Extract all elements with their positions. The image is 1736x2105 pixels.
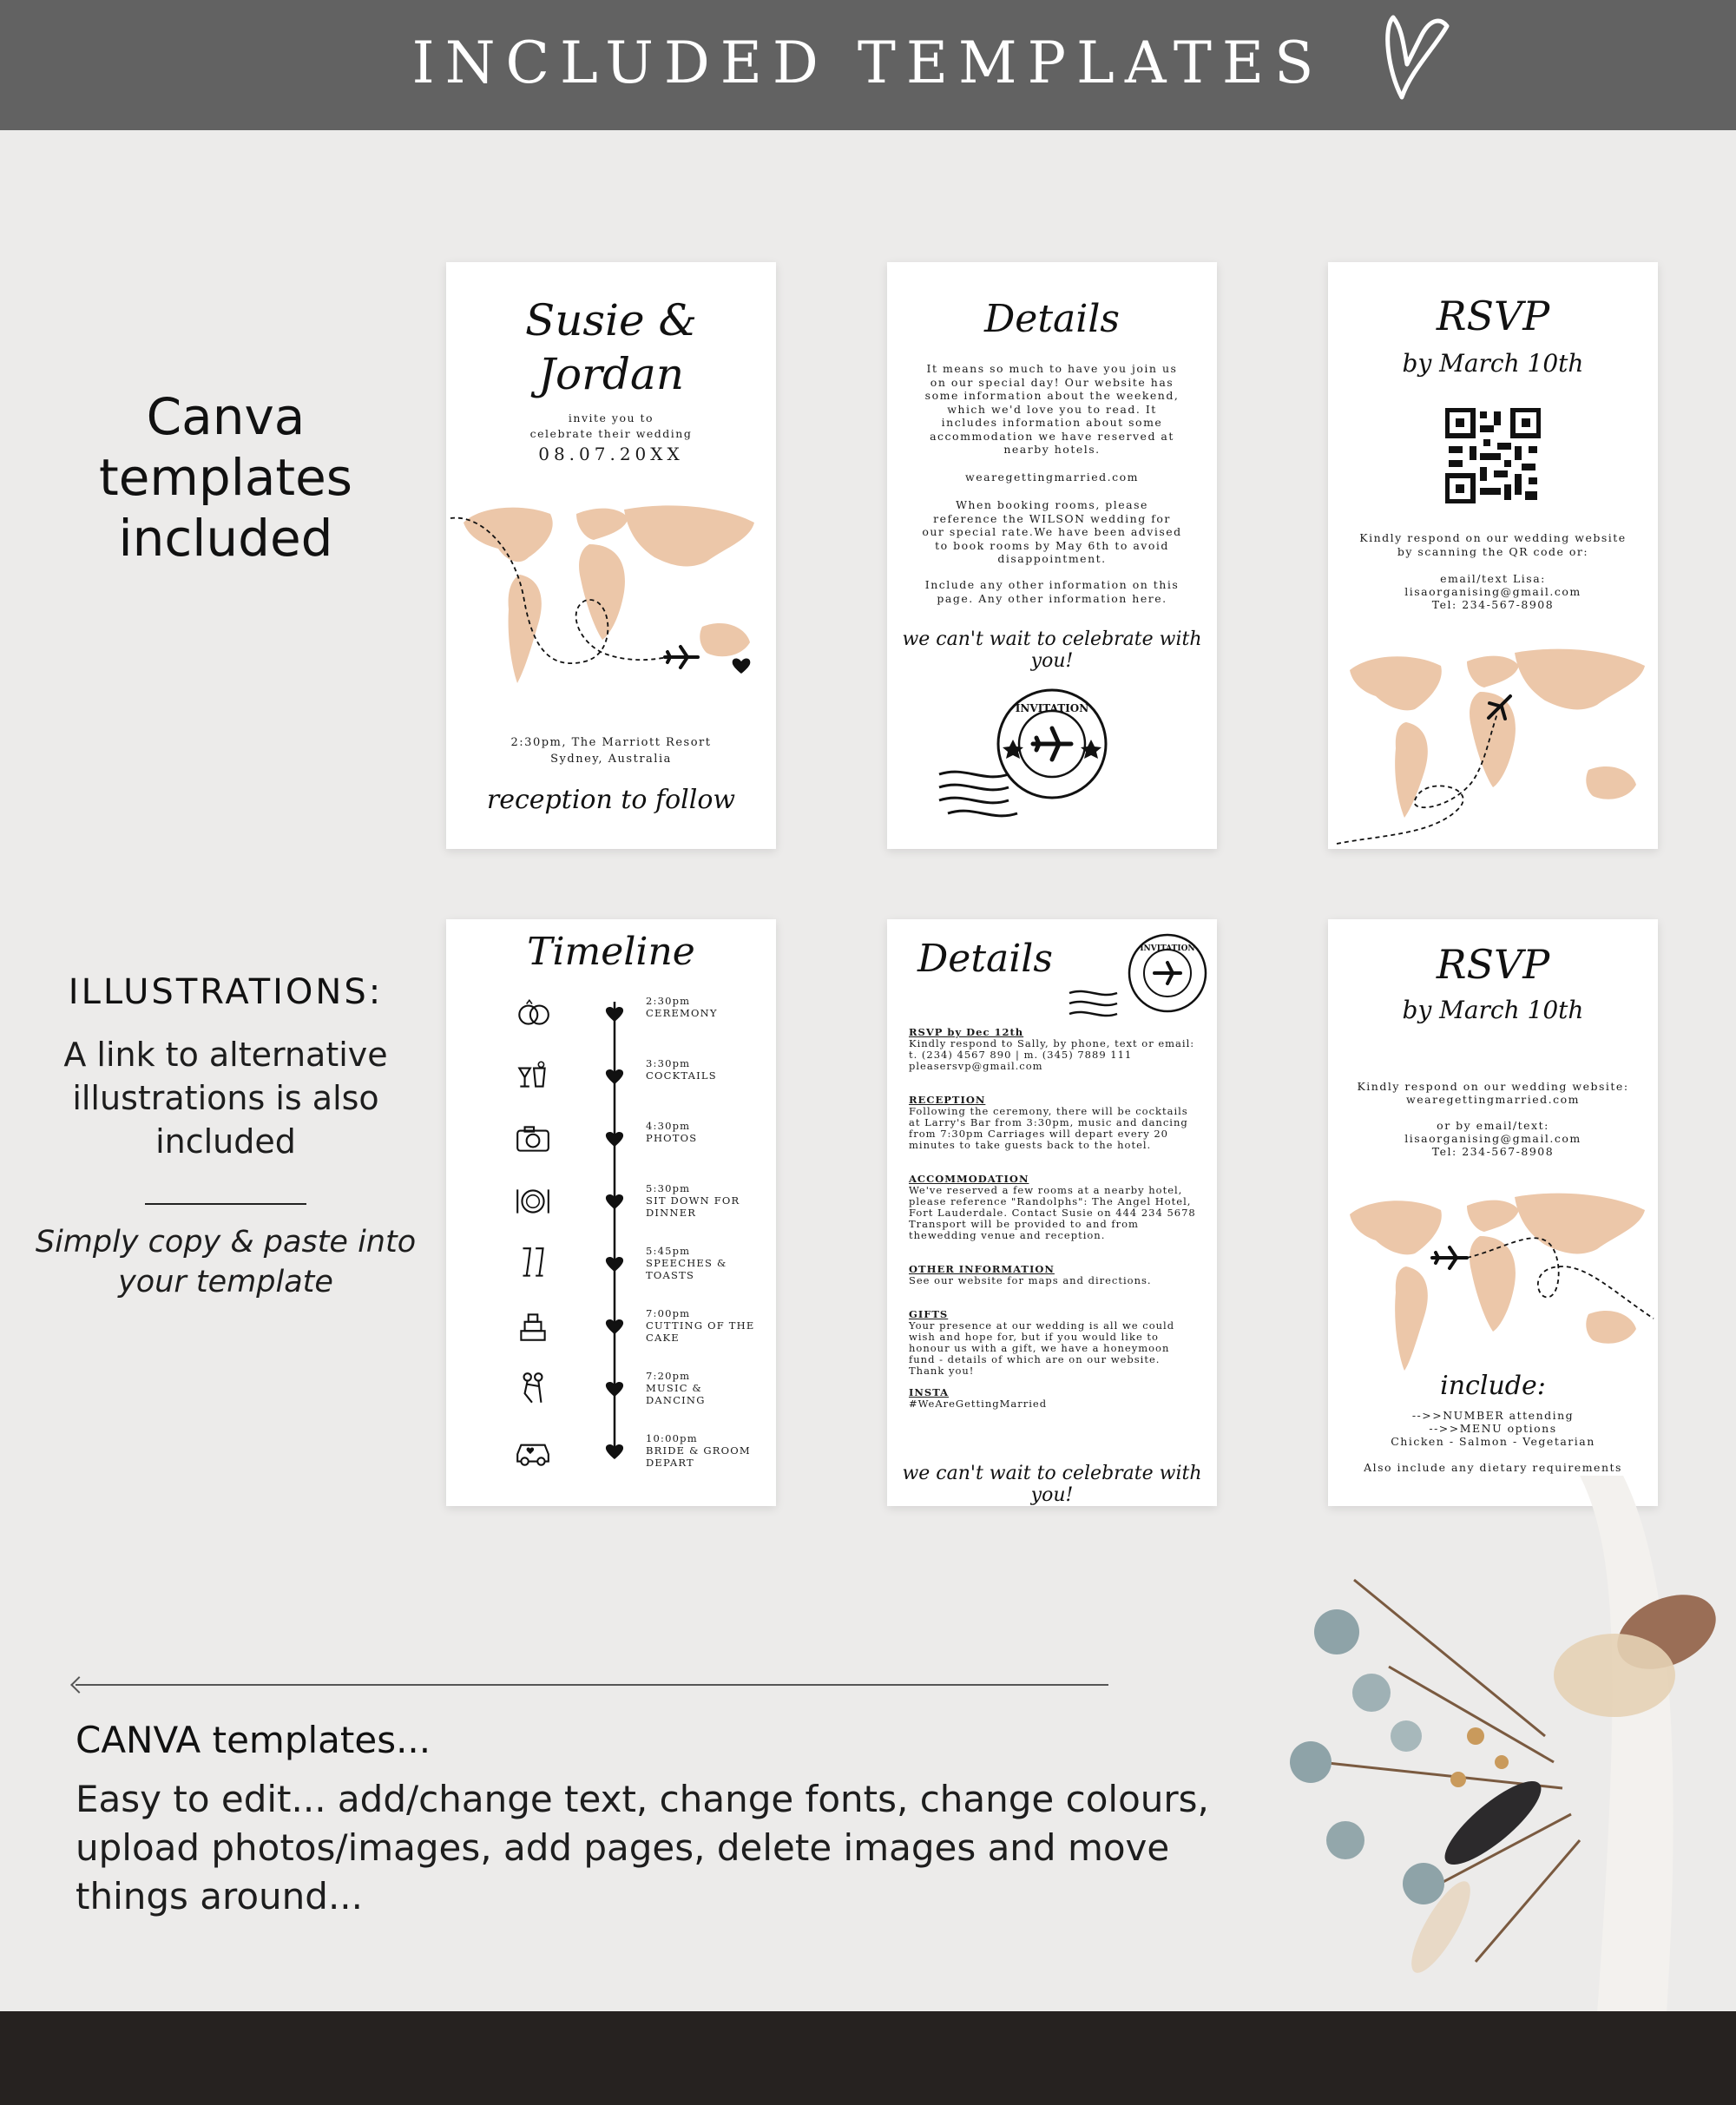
- details-title: Details: [984, 297, 1120, 341]
- timeline-time: 5:30pm: [646, 1182, 691, 1194]
- rsvp-email: lisaorganising@gmail.com: [1404, 585, 1581, 598]
- details-website: wearegettingmarried.com: [965, 470, 1139, 483]
- gifts-heading: GIFTS: [909, 1308, 949, 1320]
- details-paragraph-1: It means so much to have you join us on our special day! Our website has some information about the weekend, which we'd love you to read. It includes information about some accommodation we have reserved at nearby hotels.: [924, 362, 1180, 456]
- timeline-time: 7:20pm: [646, 1370, 691, 1382]
- reception-heading: RECEPTION: [909, 1094, 986, 1106]
- include-item-3: Chicken - Salmon - Vegetarian: [1391, 1435, 1595, 1448]
- timeline-event: COCKTAILS: [646, 1069, 717, 1082]
- invite-line1: invite you to: [568, 411, 654, 424]
- heart-marker-icon: [605, 1443, 624, 1460]
- timeline-item: [446, 1432, 776, 1484]
- details-card[interactable]: [887, 262, 1217, 849]
- details-full-body: [909, 1027, 1200, 1410]
- heart-marker-icon: [605, 1193, 624, 1210]
- cake-icon: [514, 1307, 552, 1345]
- timeline-item-text: [646, 1370, 759, 1406]
- page-title: INCLUDED TEMPLATES: [411, 30, 1325, 96]
- other-info-heading: OTHER INFORMATION: [909, 1263, 1055, 1275]
- illustrations-body: A link to alternative illustrations is also included: [63, 1036, 388, 1161]
- timeline-item-text: [646, 1307, 759, 1344]
- world-map-illustration: [1328, 635, 1658, 849]
- timeline-event: BRIDE & GROOM DEPART: [646, 1444, 751, 1469]
- stamp-label: INVITATION: [1015, 702, 1089, 714]
- illustrations-heading: ILLUSTRATIONS:: [68, 972, 384, 1012]
- getaway-car-icon: [514, 1432, 552, 1470]
- heart-marker-icon: [605, 1005, 624, 1023]
- details-closing: we can't wait to celebrate with you!: [902, 628, 1202, 672]
- timeline-time: 10:00pm: [646, 1432, 698, 1444]
- rsvp-title: RSVP: [1436, 941, 1550, 988]
- timeline-item: [446, 1120, 776, 1172]
- rsvp-email: lisaorganising@gmail.com: [1404, 1132, 1581, 1145]
- champagne-icon: [514, 1245, 552, 1283]
- footer-bar: [0, 2011, 1736, 2105]
- insta-heading: INSTA: [909, 1386, 950, 1398]
- details-paragraph-3: Include any other information on this page. Any other information here.: [924, 578, 1180, 605]
- venue-line2: Sydney, Australia: [550, 753, 672, 766]
- heart-marker-icon: [605, 1068, 624, 1085]
- rsvp-qr-card[interactable]: [1328, 262, 1658, 849]
- rsvp-website: wearegettingmarried.com: [1406, 1093, 1580, 1106]
- timeline-item: [446, 1245, 776, 1297]
- rsvp-body: Kindly respond to Sally, by phone, text or email: t. (234) 4567 890 | m. (345) 7889 111 pleasersvp@gmail.com: [909, 1037, 1195, 1072]
- bottom-title: CANVA templates...: [76, 1719, 431, 1761]
- dried-flowers-decoration: [1215, 1476, 1736, 2014]
- timeline-item: [446, 995, 776, 1047]
- wedding-date: 08.07.20XX: [538, 444, 684, 464]
- timeline-item-text: [646, 1057, 759, 1082]
- invitation-card[interactable]: [446, 262, 776, 849]
- invite-line2: celebrate their wedding: [529, 427, 693, 440]
- other-info-body: See our website for maps and directions.: [909, 1274, 1152, 1286]
- rsvp-heading: RSVP by Dec 12th: [909, 1026, 1024, 1038]
- timeline-event: CUTTING OF THE CAKE: [646, 1319, 755, 1344]
- rsvp-tel: Tel: 234-567-8908: [1431, 1145, 1555, 1158]
- dancing-couple-icon: [514, 1370, 552, 1408]
- header-banner: [0, 0, 1736, 130]
- reception-body: Following the ceremony, there will be cocktails at Larry's Bar from 3:30pm, music and dancing from 7:30pm Carriages will depart every 20 minutes to take guests back to the hotel.: [909, 1105, 1188, 1151]
- heart-marker-icon: [605, 1380, 624, 1398]
- couple-names-line1: Susie &: [524, 295, 698, 345]
- rsvp-subtitle: by March 10th: [1402, 996, 1584, 1024]
- heart-marker-icon: [605, 1130, 624, 1148]
- insta-body: #WeAreGettingMarried: [909, 1398, 1048, 1410]
- timeline-event: MUSIC & DANCING: [646, 1382, 706, 1406]
- cocktails-icon: [514, 1057, 552, 1095]
- accommodation-body: We've reserved a few rooms at a nearby hotel, please reference "Randolphs": The Angel Hotel, Fort Lauderdale. Contact Susie on 444 234 5678 Transport will be provided to and from thewedding venue and reception.: [909, 1184, 1196, 1241]
- rsvp-list-card[interactable]: [1328, 919, 1658, 1506]
- heart-marker-icon: [605, 1318, 624, 1335]
- invitation-stamp-icon: [1065, 928, 1213, 1023]
- timeline-time: 2:30pm: [646, 995, 691, 1007]
- camera-icon: [514, 1120, 552, 1158]
- dinner-plate-icon: [514, 1182, 552, 1220]
- venue-line1: 2:30pm, The Marriott Resort: [510, 736, 712, 749]
- timeline-item-text: [646, 995, 759, 1019]
- include-item-2: -->>MENU options: [1429, 1422, 1557, 1435]
- bottom-description: Easy to edit... add/change text, change fonts, change colours, upload photos/images, add pages, delete images and move things around...: [76, 1778, 1209, 1918]
- rsvp-footer-note: Also include any dietary requirements: [1364, 1461, 1622, 1474]
- timeline-item-text: [646, 1245, 759, 1281]
- accommodation-heading: ACCOMMODATION: [909, 1173, 1029, 1185]
- rsvp-subtitle: by March 10th: [1402, 349, 1584, 378]
- details-full-title: Details: [917, 937, 1053, 981]
- details-full-closing: we can't wait to celebrate with you!: [902, 1463, 1202, 1506]
- world-map-illustration: [446, 497, 776, 722]
- heart-check-icon: [1376, 10, 1454, 106]
- timeline-item-text: [646, 1182, 759, 1219]
- timeline-item: [446, 1370, 776, 1422]
- timeline-item: [446, 1182, 776, 1234]
- rsvp-title: RSVP: [1436, 293, 1550, 339]
- heart-marker-icon: [605, 1255, 624, 1273]
- rsvp-contact-label: email/text Lisa:: [1440, 572, 1546, 585]
- details-paragraph-2: When booking rooms, please reference the WILSON wedding for our special rate.We have been advised to book rooms by May 6th to avoid disappointment.: [922, 498, 1182, 565]
- timeline-time: 3:30pm: [646, 1057, 691, 1069]
- timeline-time: 5:45pm: [646, 1245, 691, 1257]
- stamp-label: INVITATION: [1140, 944, 1195, 953]
- rings-icon: [514, 995, 552, 1033]
- qr-code-icon: [1445, 408, 1541, 503]
- details-full-card[interactable]: [887, 919, 1217, 1506]
- include-title: include:: [1440, 1371, 1546, 1401]
- timeline-item-text: [646, 1432, 759, 1469]
- rsvp-instructions: Kindly respond on our wedding website:: [1357, 1080, 1629, 1093]
- timeline-event: SIT DOWN FOR DINNER: [646, 1194, 740, 1219]
- timeline-event: SPEECHES & TOASTS: [646, 1257, 727, 1281]
- rsvp-instructions: Kindly respond on our wedding website by scanning the QR code or:: [1359, 531, 1627, 558]
- timeline-time: 4:30pm: [646, 1120, 691, 1132]
- rsvp-contact-label: or by email/text:: [1437, 1119, 1549, 1132]
- timeline-item-text: [646, 1120, 759, 1144]
- gifts-body: Your presence at our wedding is all we could wish and hope for, but if you would like to honour us with a gift, we have a honeymoon fund - details of which are on our website. Thank you!: [909, 1319, 1175, 1377]
- illustrations-note: Simply copy & paste into your template: [35, 1225, 417, 1299]
- couple-names-line2: Jordan: [537, 349, 685, 399]
- divider-line: [76, 1684, 1108, 1686]
- include-item-1: -->>NUMBER attending: [1411, 1409, 1575, 1422]
- timeline-title: Timeline: [527, 930, 695, 974]
- canva-note: Canva templates included: [98, 387, 353, 568]
- timeline-card[interactable]: [446, 919, 776, 1506]
- timeline-event: CEREMONY: [646, 1007, 718, 1019]
- invitation-stamp-icon: [930, 679, 1174, 826]
- rsvp-tel: Tel: 234-567-8908: [1431, 598, 1555, 611]
- timeline-item: [446, 1307, 776, 1359]
- timeline-item: [446, 1057, 776, 1109]
- timeline-event: PHOTOS: [646, 1132, 698, 1144]
- divider: [145, 1203, 306, 1205]
- closing-script: reception to follow: [486, 785, 736, 815]
- timeline-time: 7:00pm: [646, 1307, 691, 1319]
